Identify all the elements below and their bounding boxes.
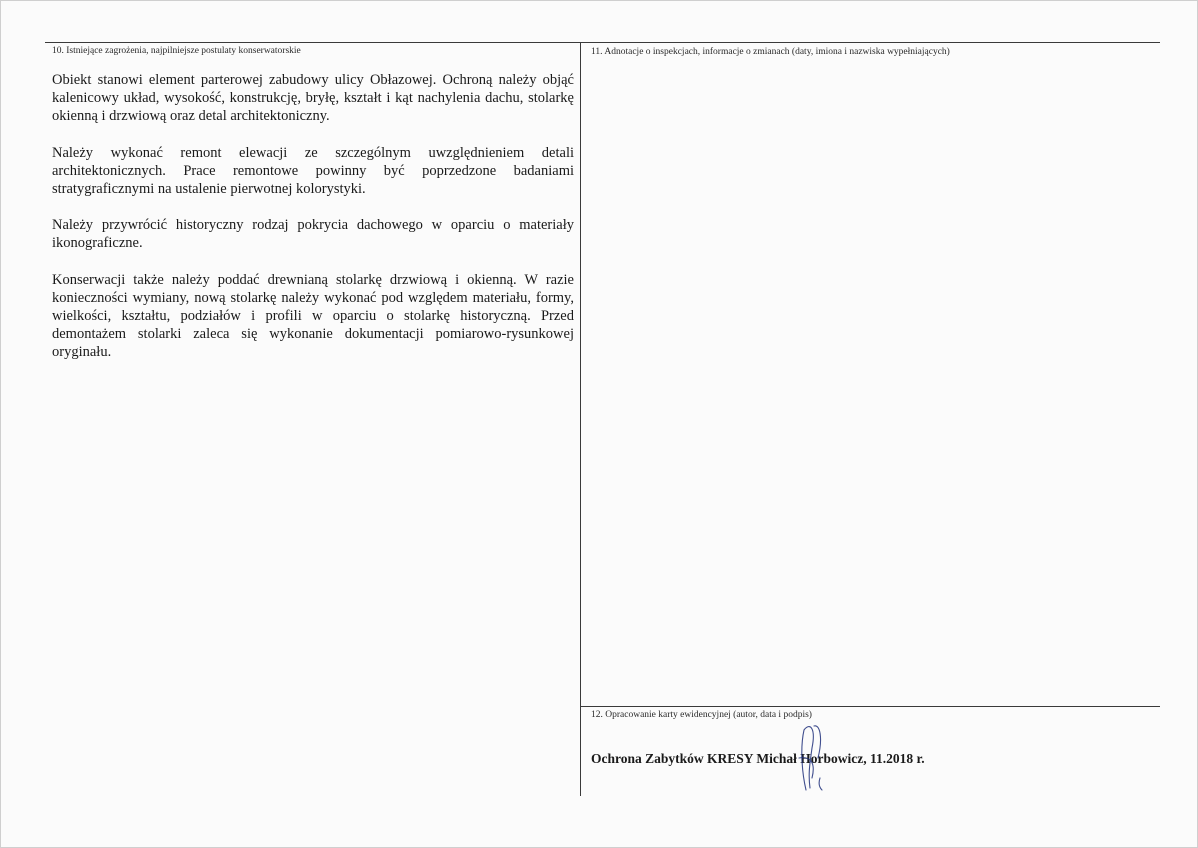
signature-icon — [790, 718, 830, 798]
section-12-label: 12. Opracowanie karty ewidencyjnej (autor, data i podpis) — [591, 710, 812, 720]
column-divider — [580, 42, 581, 796]
section-12-rule — [580, 706, 1160, 707]
paragraph-4: Konserwacji także należy poddać drewnianą stolarkę drzwiową i okienną. W razie konieczności wymiany, nową stolarkę należy wykonać pod względem materiału, formy, wielkości, kształtu, podziałów i profili w oparciu o stolarkę historyczną. Przed demontażem stolarki zaleca się wykonanie dokumentacji pomiarowo-rysunkowej oryginału. — [52, 271, 574, 361]
paragraph-1: Obiekt stanowi element parterowej zabudowy ulicy Obłazowej. Ochroną należy objąć kalenicowy układ, wysokość, konstrukcję, bryłę, kształt i kąt nachylenia dachu, stolarkę okienną i drzwiową oraz detal architektoniczny. — [52, 72, 574, 125]
author-line: Ochrona Zabytków KRESY Michał Horbowicz, 11.2018 r. — [591, 751, 925, 766]
paragraph-3: Należy przywrócić historyczny rodzaj pokrycia dachowego w oparciu o materiały ikonograficzne. — [52, 217, 574, 252]
section-10-label: 10. Istniejące zagrożenia, najpilniejsze postulaty konserwatorskie — [52, 46, 301, 56]
top-rule — [45, 42, 1160, 43]
paragraph-2: Należy wykonać remont elewacji ze szczególnym uwzględnieniem detali architektonicznych. Prace remontowe powinny być poprzedzone badaniami stratygraficznymi na ustalenie pierwotnej kolorystyki. — [52, 144, 574, 198]
section-11-label: 11. Adnotacje o inspekcjach, informacje o zmianach (daty, imiona i nazwiska wypełniających) — [591, 47, 950, 57]
section-10-body — [52, 71, 574, 380]
